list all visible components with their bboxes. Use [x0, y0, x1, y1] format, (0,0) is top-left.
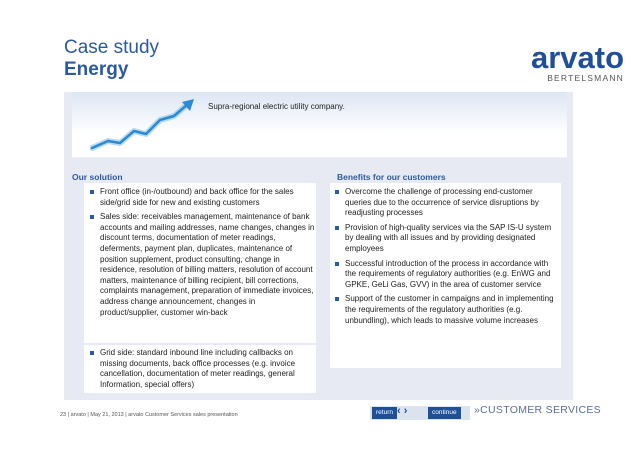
solution-item: Grid side: standard inbound line including callbacks on missing documents, back office processes (e.g. invoice cancellation, documentation of meter readings, general Information, special offers): [88, 348, 316, 390]
solution-list-grid: [88, 348, 316, 394]
title-line-2: Energy: [64, 59, 129, 80]
footer-text: 23 | arvato | May 21, 2013 | arvato Customer Services sales presentation: [60, 412, 238, 418]
continue-button[interactable]: continue: [428, 407, 461, 419]
our-solution-heading: Our solution: [72, 172, 123, 182]
benefit-item: Overcome the challenge of processing end-customer queries due to the occurrence of service disruptions by readjusting processes: [333, 187, 558, 219]
solution-item: Sales side: receivables management, maintenance of bank accounts and mailing addresses, name changes, changes in discount terms, documentation of meter readings, deferments, payment plan, duplicates, maintenance of position supplement, product consulting, change in residence, resolution of billing matters, resolution of account matters, maintenance of billing recipient, bill corrections, complaints management, preparation of immediate invoices, address change announcement, changes in product/supplier, customer win-back: [88, 212, 316, 318]
benefits-list: [333, 187, 558, 330]
rising-graph-icon: [90, 98, 200, 153]
benefit-item: Provision of high-quality services via the SAP IS-U system by dealing with all issues and by providing designated employees: [333, 223, 558, 255]
customer-services-brand: »CUSTOMER SERVICES: [474, 404, 601, 416]
benefit-item: Support of the customer in campaigns and in implementing the requirements of the regulatory authorities (e.g. unbundling), which leads to massive volume increases: [333, 294, 558, 326]
logo-subname: BERTELSMANN: [547, 73, 624, 83]
arvato-logo: [530, 40, 624, 83]
benefit-item: Successful introduction of the process in accordance with the requirements of regulatory authorities (e.g. EnWG and GPKE, GeLi Gas, GVV) in the area of customer service: [333, 259, 558, 291]
banner-text: Supra-regional electric utility company.: [208, 102, 345, 111]
benefits-heading: Benefits for our customers: [337, 172, 446, 182]
return-button[interactable]: return: [372, 407, 397, 419]
logo-name: arvato: [530, 40, 624, 75]
solution-item: Front office (in-/outbound) and back office for the sales side/grid side for new and existing customers: [88, 187, 316, 208]
page-title: [64, 37, 159, 81]
nav-arrows-icon: ‹ ›: [397, 405, 408, 417]
solution-list: [88, 187, 316, 322]
title-line-1: Case study: [64, 37, 160, 58]
